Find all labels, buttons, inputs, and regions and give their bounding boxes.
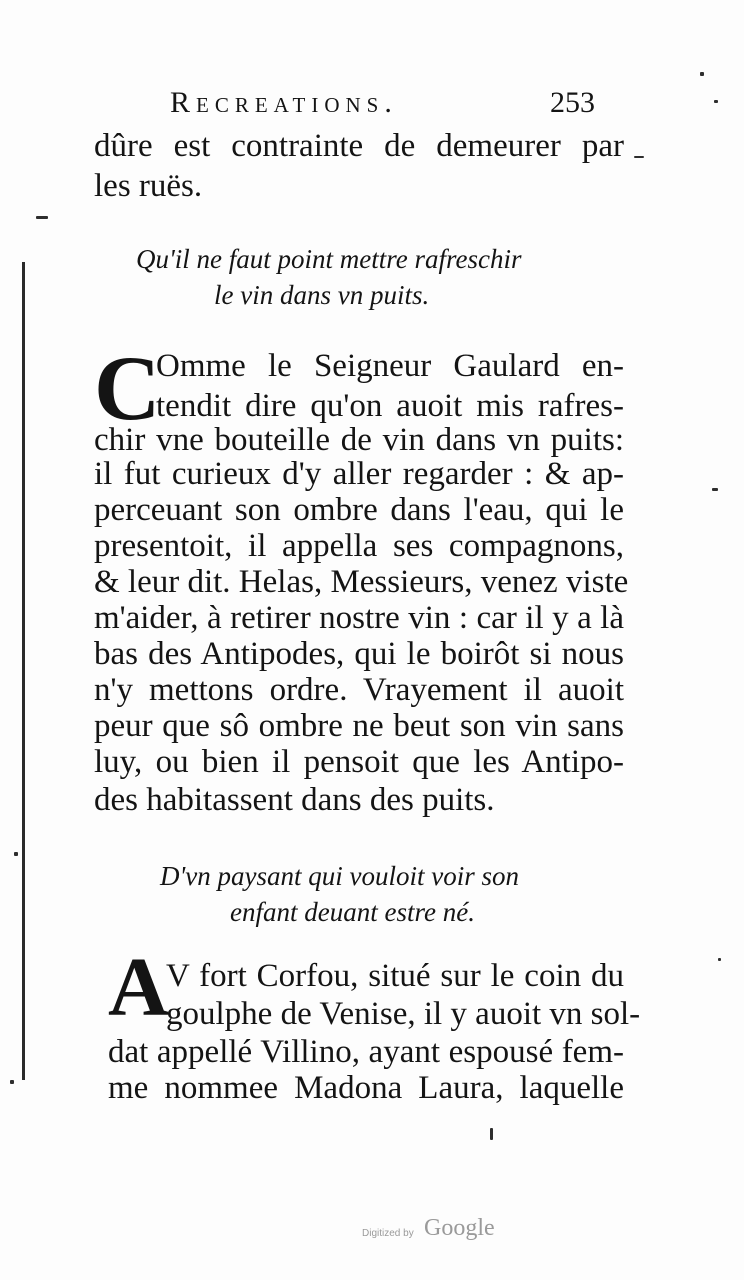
scan-mark <box>634 156 644 158</box>
scan-mark <box>714 100 718 103</box>
paragraph-line: bas des Antipodes, qui le boirôt si nous <box>94 636 624 672</box>
brand-logo: Google <box>424 1215 495 1241</box>
section-heading: Qu'il ne faut point mettre rafreschir <box>136 244 522 274</box>
paragraph-line: presentoit, il appella ses compagnons, <box>94 528 624 564</box>
scan-mark <box>490 1128 493 1140</box>
continuation-line: dûre est contrainte de demeurer par <box>94 128 624 164</box>
paragraph-line: perceuant son ombre dans l'eau, qui le <box>94 492 624 528</box>
scan-mark <box>718 958 721 961</box>
binding-rule <box>22 262 25 1080</box>
paragraph-line: V fort Corfou, situé sur le coin du <box>166 958 624 994</box>
scan-mark <box>712 488 718 491</box>
section-heading: D'vn paysant qui vouloit voir son <box>160 861 519 891</box>
drop-capital: A <box>108 941 169 1034</box>
scan-mark <box>14 852 18 856</box>
scan-mark <box>36 216 48 219</box>
paragraph-line: dat appellé Villino, ayant espousé fem- <box>108 1034 624 1070</box>
paragraph-line: tendit dire qu'on auoit mis rafres- <box>156 388 624 424</box>
paragraph-line: n'y mettons ordre. Vrayement il auoit <box>94 672 624 708</box>
section-heading: enfant deuant estre né. <box>230 897 475 927</box>
scan-mark <box>10 1080 14 1084</box>
digitized-label: Digitized by <box>362 1228 414 1239</box>
paragraph-line: il fut curieux d'y aller regarder : & ap- <box>94 456 624 492</box>
paragraph-line: & leur dit. Helas, Messieurs, venez viste <box>94 564 629 600</box>
section-heading: le vin dans vn puits. <box>214 280 430 310</box>
scan-mark <box>700 72 704 76</box>
paragraph-line: des habitassent dans des puits. <box>94 782 495 818</box>
paragraph-line: Omme le Seigneur Gaulard en- <box>156 348 624 384</box>
drop-capital: C <box>94 337 161 439</box>
paragraph-line: me nommee Madona Laura, laquelle <box>108 1070 624 1106</box>
paragraph-line: m'aider, à retirer nostre vin : car il y a là <box>94 600 624 636</box>
paragraph-line: peur que sô ombre ne beut son vin sans <box>94 708 624 744</box>
page-number: 253 <box>550 86 595 119</box>
paragraph-line: luy, ou bien il pensoit que les Antipo- <box>94 744 624 780</box>
continuation-line: les ruës. <box>94 168 203 204</box>
running-title: Recreations. <box>170 86 398 119</box>
paragraph-line: chir vne bouteille de vin dans vn puits: <box>94 422 624 458</box>
paragraph-line: goulphe de Venise, il y auoit vn sol- <box>166 996 641 1032</box>
